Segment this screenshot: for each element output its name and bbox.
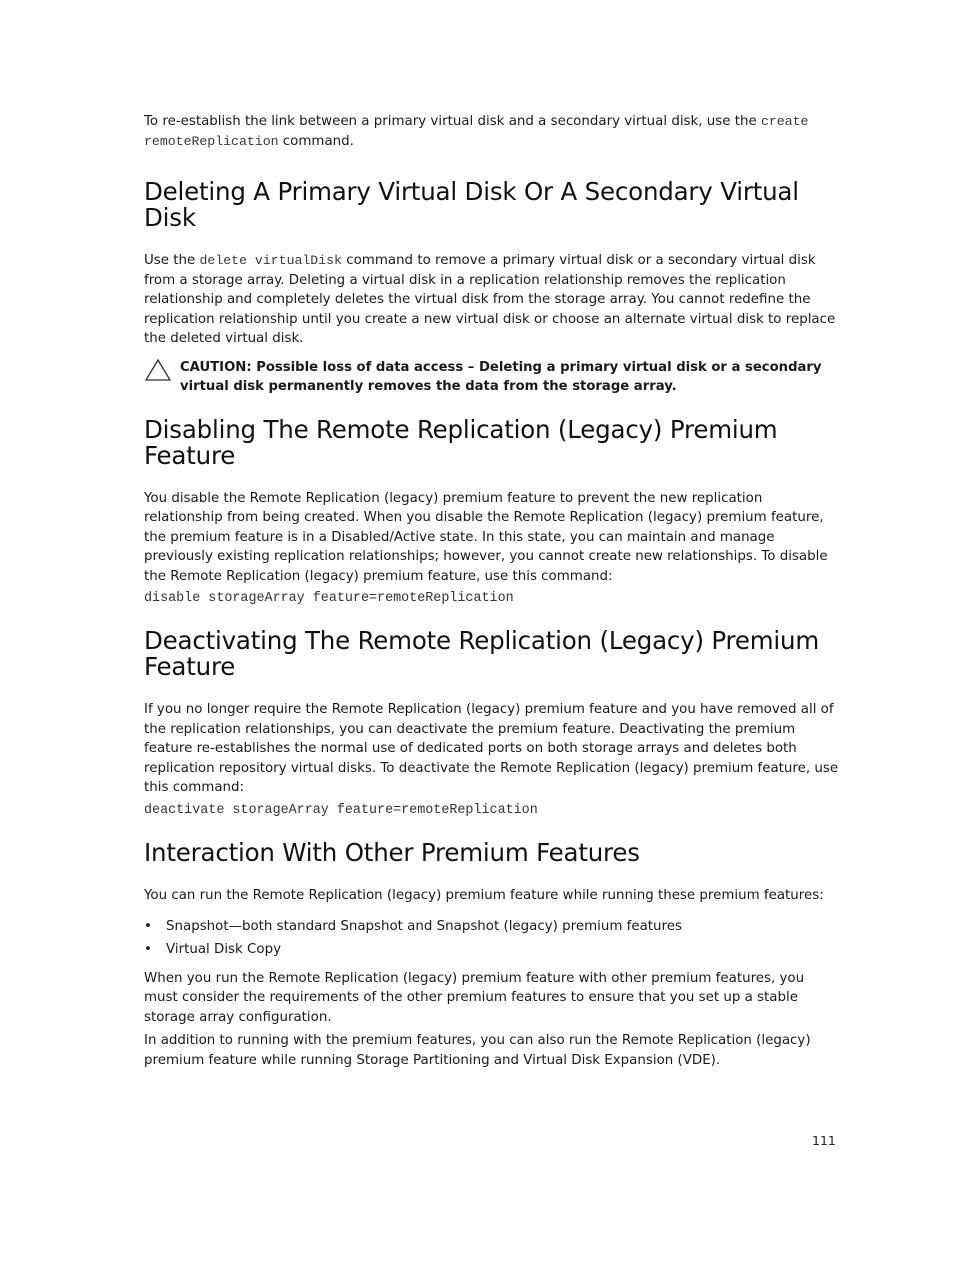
- interaction-paragraph-3: In addition to running with the premium features, you can also run the Remote Replication (legacy) premium feature while running Storage Partitioning and Virtual Disk Expansion (VDE).: [144, 1033, 811, 1068]
- disabling-paragraph: You disable the Remote Replication (legacy) premium feature to prevent the new replication relationship from being created. When you disable the Remote Replication (legacy) premium feature, the premium feature is in a Disabled/Active state. In this state, you can maintain and manage previously existing replication relationships; however, you cannot create new relationships. To disable the Remote Replication (legacy) premium feature, use this command:: [144, 490, 828, 584]
- intro-text: To re-establish the link between a primary virtual disk and a secondary virtual disk, use the: [144, 114, 761, 129]
- intro-paragraph: [144, 112, 840, 151]
- interaction-paragraph-2: When you run the Remote Replication (legacy) premium feature with other premium features, you must consider the requirements of the other premium features to ensure that you set up a stable storage array configuration.: [144, 970, 805, 1025]
- list-item-text: Virtual Disk Copy: [166, 942, 281, 957]
- caution-text: CAUTION: Possible loss of data access – Deleting a primary virtual disk or a secondary virtual disk permanently removes the data from the storage array.: [180, 359, 822, 394]
- caution-triangle-icon: [144, 358, 172, 382]
- list-item: [144, 917, 840, 937]
- heading-deactivating: Deactivating The Remote Replication (Legacy) Premium Feature: [144, 626, 820, 681]
- disabling-command: disable storageArray feature=remoteReplication: [144, 591, 514, 606]
- heading-disabling: Disabling The Remote Replication (Legacy) Premium Feature: [144, 414, 778, 470]
- bullet-icon: •: [144, 919, 152, 934]
- intro-command-code: create remoteReplication: [144, 114, 809, 149]
- caution-notice: [144, 358, 840, 397]
- interaction-paragraph-1: You can run the Remote Replication (legacy) premium feature while running these premium features:: [144, 887, 824, 903]
- deleting-paragraph: [144, 251, 840, 349]
- premium-features-list: [144, 917, 840, 960]
- page-number: 111: [812, 1133, 836, 1148]
- heading-interaction: Interaction With Other Premium Features: [144, 837, 640, 867]
- intro-text-end: command.: [278, 133, 354, 149]
- deleting-command-code: delete virtualDisk: [199, 253, 342, 268]
- deleting-text-end: command to remove a primary virtual disk or a secondary virtual disk from a storage array. Deleting a virtual disk in a replication relationship removes the replication relationship and completely deletes the virtual disk from the storage array. You cannot redefine the replication relationship until you create a new virtual disk or choose an alternate virtual disk to replace the deleted virtual disk.: [144, 253, 836, 346]
- bullet-icon: •: [144, 942, 152, 957]
- deactivating-command: deactivate storageArray feature=remoteReplication: [144, 802, 538, 818]
- list-item-text: Snapshot—both standard Snapshot and Snapshot (legacy) premium features: [166, 919, 682, 934]
- heading-deleting: Deleting A Primary Virtual Disk Or A Secondary Virtual Disk: [144, 177, 799, 232]
- list-item: [144, 940, 840, 960]
- deleting-text: Use the: [144, 253, 200, 268]
- deactivating-paragraph: If you no longer require the Remote Replication (legacy) premium feature and you have removed all of the replication relationships, you can deactivate the premium feature. Deactivating the premium feature re-establishes the normal use of dedicated ports on both storage arrays and deletes both replication repository virtual disks. To deactivate the Remote Replication (legacy) premium feature, use this command:: [144, 702, 839, 795]
- document-page: [144, 112, 840, 1070]
